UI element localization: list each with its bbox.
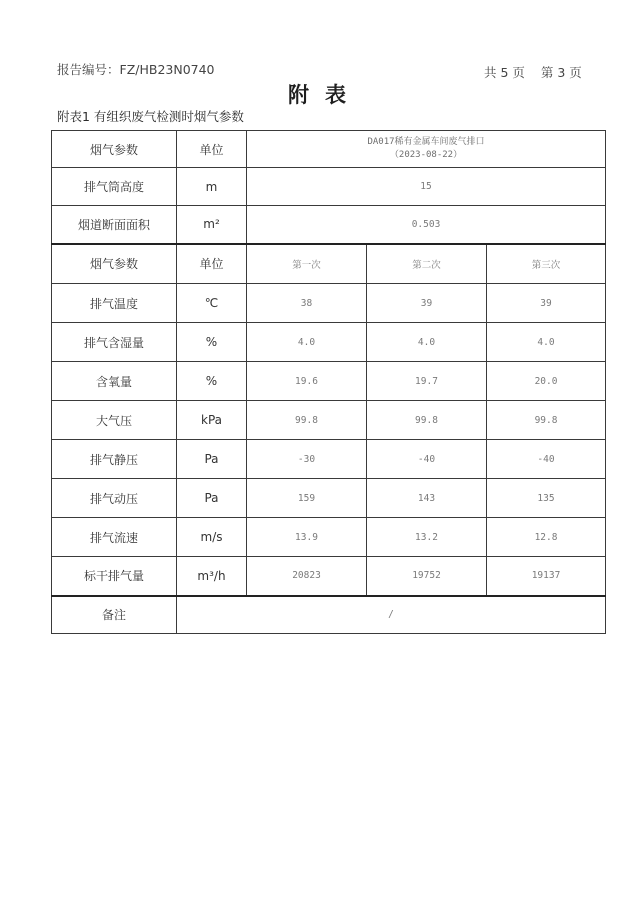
param-label: 标干排气量 [52, 557, 177, 596]
table-row [52, 168, 606, 206]
unit-header: 单位 [177, 244, 247, 284]
run-value: 4.0 [367, 323, 487, 362]
param-label: 排气含湿量 [52, 323, 177, 362]
param-label: 排气温度 [52, 284, 177, 323]
sampling-date: （2023-08-22） [389, 150, 463, 160]
run-header: 第一次 [247, 244, 367, 284]
table-row [52, 401, 606, 440]
run-value: 39 [367, 284, 487, 323]
unit-label: m² [177, 206, 247, 244]
table-caption: 附表1 有组织废气检测时烟气参数 [57, 109, 244, 124]
run-value: 13.2 [367, 518, 487, 557]
run-value: 20.0 [487, 362, 606, 401]
unit-label: m/s [177, 518, 247, 557]
run-value: 143 [367, 479, 487, 518]
unit-label: Pa [177, 479, 247, 518]
run-value: 4.0 [247, 323, 367, 362]
table-row [52, 479, 606, 518]
param-label: 排气筒高度 [52, 168, 177, 206]
param-header: 烟气参数 [52, 131, 177, 168]
run-value: 159 [247, 479, 367, 518]
unit-label: kPa [177, 401, 247, 440]
report-number: 报告编号：FZ/HB23N0740 [57, 62, 215, 77]
source-name: DA017稀有金属车间废气排口 [367, 137, 485, 147]
run-value: 19.6 [247, 362, 367, 401]
source-header [247, 131, 606, 168]
table-row [52, 284, 606, 323]
unit-label: Pa [177, 440, 247, 479]
run-value: 99.8 [367, 401, 487, 440]
unit-label: m [177, 168, 247, 206]
table-row [52, 362, 606, 401]
page-title: 附表 [288, 83, 362, 107]
remark-label: 备注 [52, 596, 177, 634]
remark-value: / [177, 596, 606, 634]
table-row [52, 323, 606, 362]
run-value: 135 [487, 479, 606, 518]
run-value: -40 [367, 440, 487, 479]
unit-label: ℃ [177, 284, 247, 323]
measure-header-row [52, 244, 606, 284]
unit-header: 单位 [177, 131, 247, 168]
param-label: 排气流速 [52, 518, 177, 557]
run-value: 12.8 [487, 518, 606, 557]
run-header: 第三次 [487, 244, 606, 284]
page-total: 共 5 页 [484, 65, 525, 80]
run-header: 第二次 [367, 244, 487, 284]
table-row [52, 518, 606, 557]
param-value: 0.503 [247, 206, 606, 244]
remark-row [52, 596, 606, 634]
run-value: -40 [487, 440, 606, 479]
run-value: -30 [247, 440, 367, 479]
run-value: 99.8 [487, 401, 606, 440]
param-value: 15 [247, 168, 606, 206]
unit-label: % [177, 323, 247, 362]
param-label: 含氧量 [52, 362, 177, 401]
run-value: 38 [247, 284, 367, 323]
page-current: 第 3 页 [540, 65, 582, 80]
flue-gas-parameter-table [51, 130, 606, 634]
param-label: 大气压 [52, 401, 177, 440]
param-label: 烟道断面面积 [52, 206, 177, 244]
run-value: 13.9 [247, 518, 367, 557]
run-value: 4.0 [487, 323, 606, 362]
run-value: 20823 [247, 557, 367, 596]
param-header: 烟气参数 [52, 244, 177, 284]
unit-label: m³/h [177, 557, 247, 596]
table-header-row [52, 131, 606, 168]
table-row [52, 557, 606, 596]
run-value: 99.8 [247, 401, 367, 440]
run-value: 39 [487, 284, 606, 323]
run-value: 19.7 [367, 362, 487, 401]
table-row [52, 206, 606, 244]
table-row [52, 440, 606, 479]
param-label: 排气动压 [52, 479, 177, 518]
run-value: 19752 [367, 557, 487, 596]
param-label: 排气静压 [52, 440, 177, 479]
unit-label: % [177, 362, 247, 401]
run-value: 19137 [487, 557, 606, 596]
